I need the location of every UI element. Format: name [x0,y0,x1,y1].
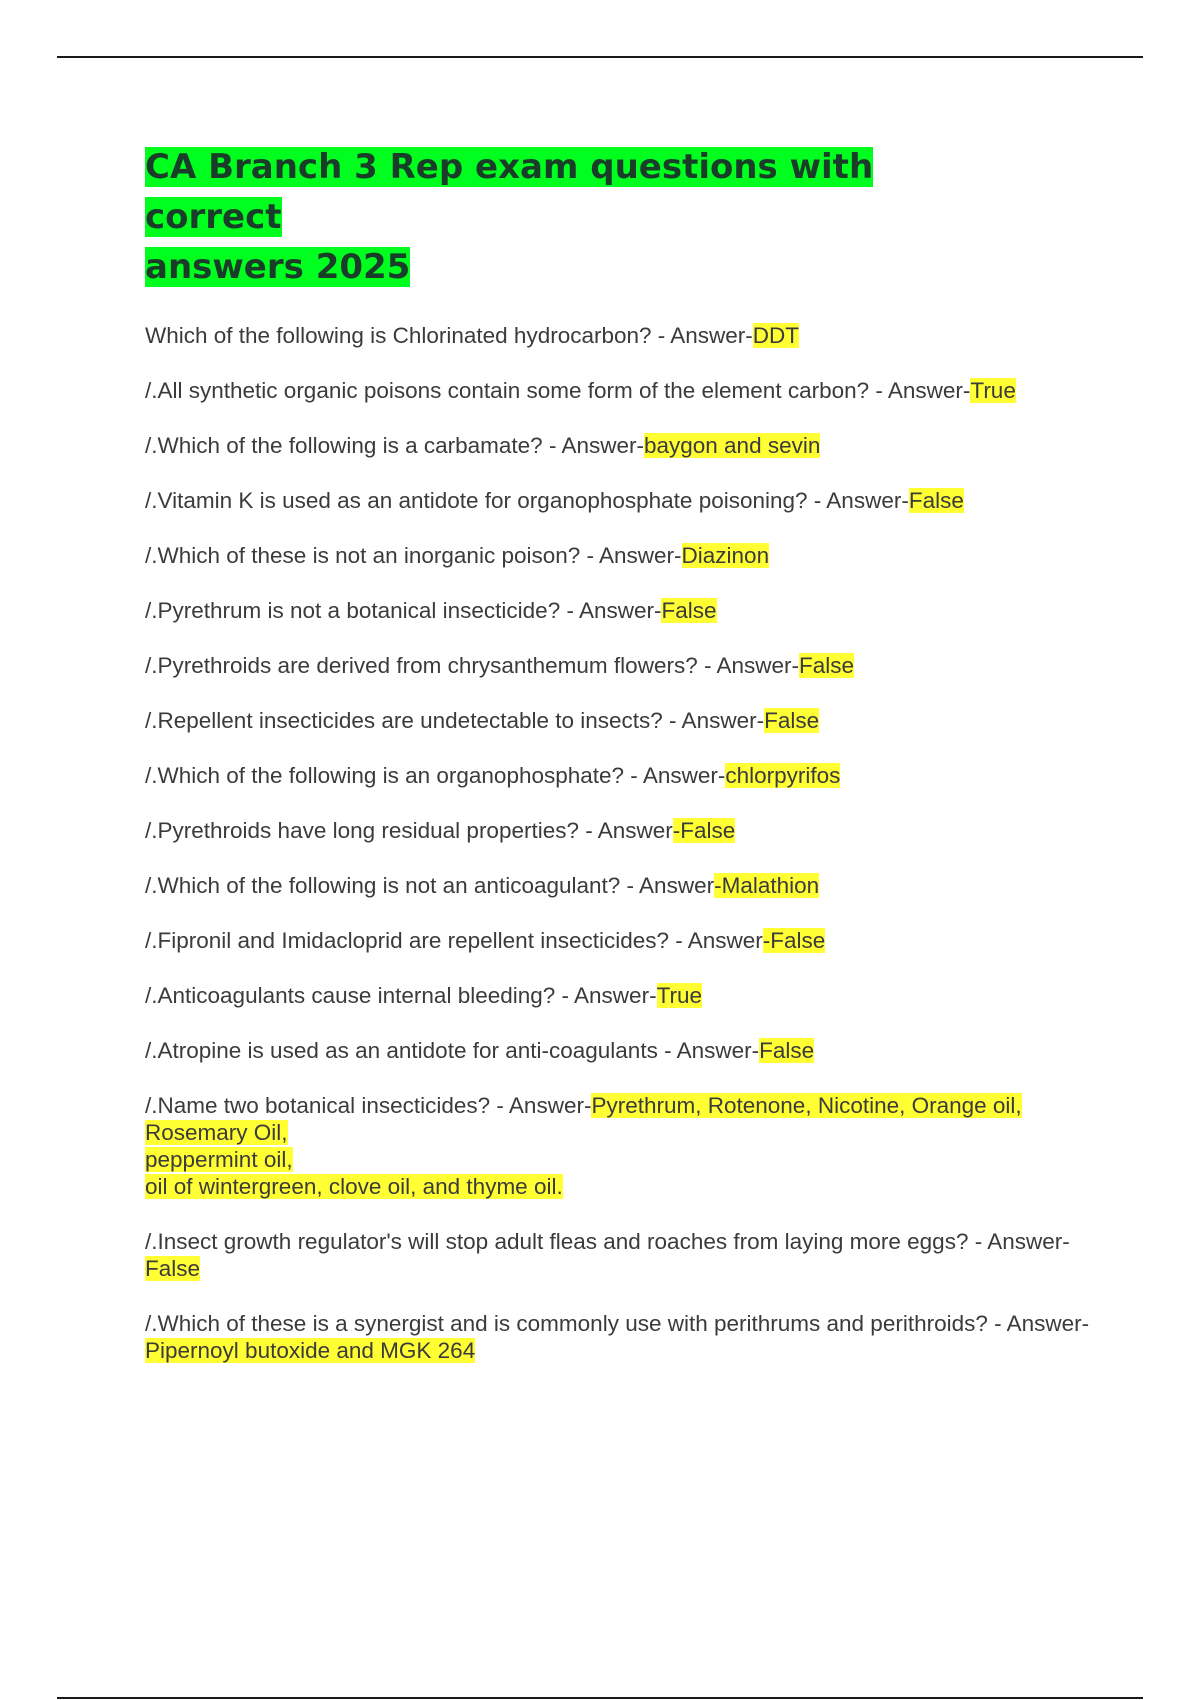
answer-text: -Malathion [714,873,820,898]
title-line-1: CA Branch 3 Rep exam questions with correct [145,147,874,237]
question-item [145,487,1105,514]
question-item [145,707,1105,734]
answer-text: Pipernoyl butoxide and MGK 264 [145,1338,476,1363]
answer-text-continued: oil of wintergreen, clove oil, and thyme oil. [145,1174,563,1199]
answer-text: -False [672,818,736,843]
question-item [145,652,1105,679]
question-list [145,322,1105,1392]
question-item-synergist [145,1310,1105,1364]
question-item [145,872,1105,899]
question-text: /.Vitamin K is used as an antidote for organophosphate poisoning? - Answer- [145,488,909,513]
answer-text: chlorpyrifos [725,763,841,788]
answer-text: baygon and sevin [643,433,821,458]
question-text: /.Pyrethroids have long residual properties? - Answer [145,818,673,843]
page-title [145,142,945,292]
question-item-botanical [145,1092,1105,1200]
question-text: /.Fipronil and Imidacloprid are repellent insecticides? - Answer [145,928,763,953]
question-text: /.Anticoagulants cause internal bleeding? - Answer- [145,983,657,1008]
question-item [145,982,1105,1009]
question-text: /.Name two botanical insecticides? - Answer- [145,1093,592,1118]
question-text: /.Atropine is used as an antidote for anti-coagulants - Answer- [145,1038,760,1063]
question-text: /.All synthetic organic poisons contain some form of the element carbon? - Answer- [145,378,971,403]
answer-text: False [145,1256,201,1281]
question-text: /.Repellent insecticides are undetectable to insects? - Answer- [145,708,765,733]
question-item [145,432,1105,459]
answer-text-continued: peppermint oil, [145,1147,293,1172]
answer-text: False [764,708,820,733]
question-item [145,927,1105,954]
question-text: /.Which of the following is not an anticoagulant? - Answer [145,873,715,898]
bottom-rule [57,1697,1143,1699]
question-item [145,597,1105,624]
question-text: /.Pyrethroids are derived from chrysanthemum flowers? - Answer- [145,653,799,678]
question-text: Which of the following is Chlorinated hydrocarbon? - Answer- [145,323,753,348]
question-text: /.Which of these is a synergist and is commonly use with perithrums and perithroids? - Answer- [145,1311,1090,1336]
answer-text: Diazinon [681,543,770,568]
answer-text: True [656,983,702,1008]
top-rule [57,56,1143,58]
answer-text: Pyrethrum, Rotenone, Nicotine, Orange oil, Rosemary Oil, [145,1093,1022,1145]
question-text: /.Pyrethrum is not a botanical insecticide? - Answer- [145,598,662,623]
answer-text: False [759,1038,815,1063]
question-text: /.Which of the following is an organophosphate? - Answer- [145,763,726,788]
answer-text: True [970,378,1016,403]
question-text: /.Which of the following is a carbamate? - Answer- [145,433,644,458]
answer-text: False [798,653,855,678]
question-item [145,762,1105,789]
question-item [145,377,1105,404]
question-item [145,1037,1105,1064]
question-item-igr [145,1228,1105,1282]
answer-text: False [908,488,964,513]
question-text: /.Insect growth regulator's will stop adult fleas and roaches from laying more eggs? - Answer- [145,1229,1070,1254]
question-item [145,322,1105,349]
answer-text: -False [762,928,826,953]
question-text: /.Which of these is not an inorganic poison? - Answer- [145,543,682,568]
question-item [145,542,1105,569]
answer-text: False [661,598,717,623]
title-line-2: answers 2025 [145,247,411,287]
answer-text: DDT [752,323,800,348]
question-item [145,817,1105,844]
